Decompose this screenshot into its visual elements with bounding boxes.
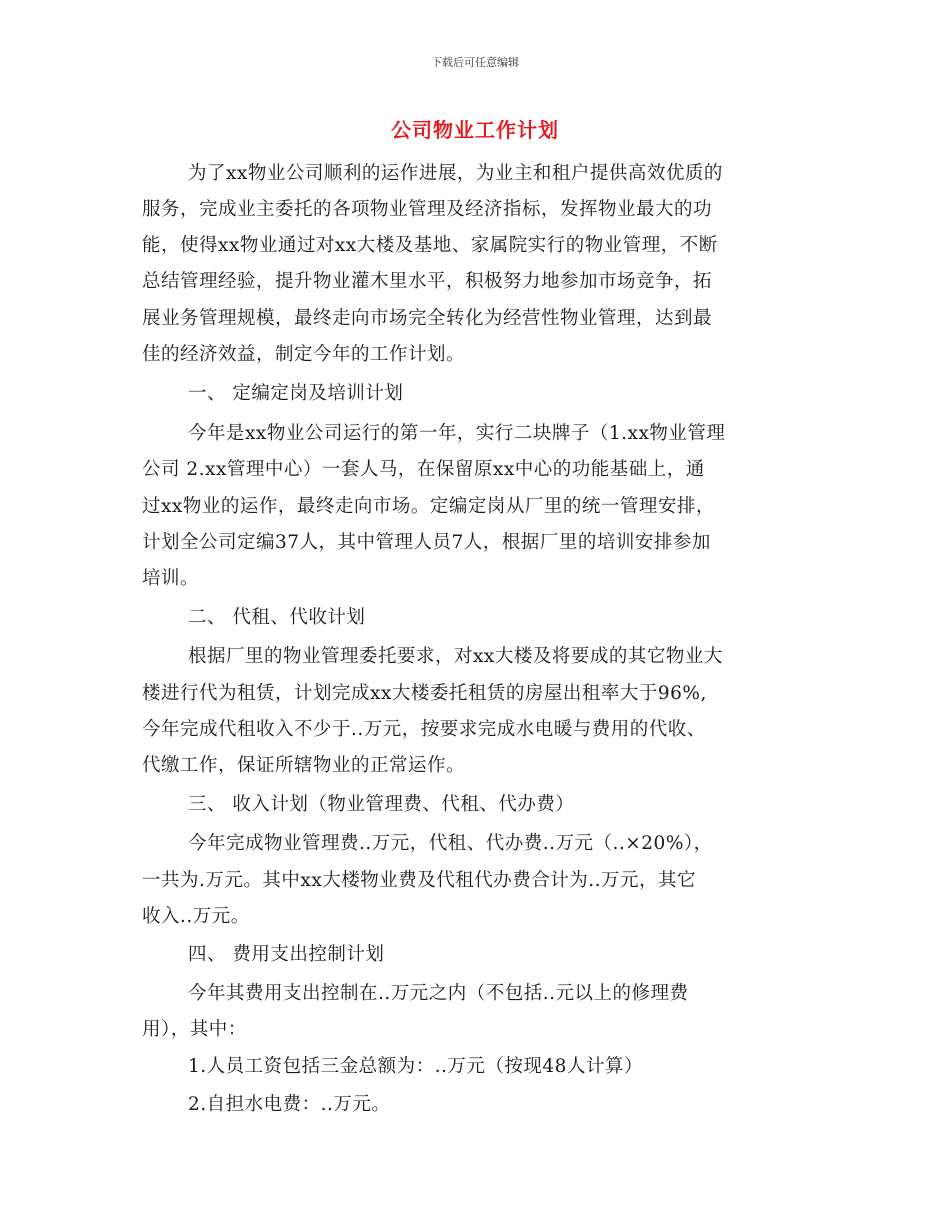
paragraph-line: 计划全公司定编37人，其中管理人员7人，根据厂里的培训安排参加 — [142, 532, 711, 553]
document-title: 公司物业工作计划 — [391, 118, 559, 142]
list-item: 1.人员工资包括三金总额为：..万元（按现48人计算） — [188, 1056, 643, 1077]
paragraph-line: 为了xx物业公司顺利的运作进展，为业主和租户提供高效优质的 — [188, 163, 723, 184]
paragraph-line: 今年其费用支出控制在..万元之内（不包括..元以上的修理费 — [188, 983, 689, 1004]
paragraph-line: 今年是xx物业公司运行的第一年，实行二块牌子（1.xx物业管理 — [188, 423, 726, 444]
paragraph-line: 培训。 — [142, 568, 200, 589]
paragraph-line: 今年完成代租收入不少于..万元，按要求完成水电暖与费用的代收、 — [142, 719, 706, 740]
paragraph-line: 总结管理经验，提升物业灌木里水平，积极努力地参加市场竞争，拓 — [142, 271, 713, 292]
paragraph-line: 用），其中： — [142, 1019, 247, 1040]
section-heading: 三、 收入计划（物业管理费、代租、代办费） — [188, 794, 575, 815]
paragraph-line: 公司 2.xx管理中心）一套人马，在保留原xx中心的功能基础上，通 — [142, 459, 705, 480]
paragraph-line: 收入..万元。 — [142, 906, 250, 927]
paragraph-line: 佳的经济效益，制定今年的工作计划。 — [142, 344, 466, 365]
section-heading: 二、 代租、代收计划 — [188, 607, 366, 628]
paragraph-line: 楼进行代为租赁，计划完成xx大楼委托租赁的房屋出租率大于96%, — [142, 683, 707, 704]
paragraph-line: 展业务管理规模，最终走向市场完全转化为经营性物业管理，达到最 — [142, 308, 713, 329]
paragraph-line: 代缴工作，保证所辖物业的正常运作。 — [142, 755, 466, 776]
paragraph-line: 过xx物业的运作，最终走向市场。定编定岗从厂里的统一管理安排， — [142, 496, 715, 517]
section-heading: 四、 费用支出控制计划 — [188, 944, 385, 965]
header-note: 下载后可任意编辑 — [431, 56, 519, 69]
paragraph-line: 一共为.万元。其中xx大楼物业费及代租代办费合计为..万元，其它 — [142, 870, 697, 891]
section-heading: 一、 定编定岗及培训计划 — [188, 383, 404, 404]
paragraph-line: 能，使得xx物业通过对xx大楼及基地、家属院实行的物业管理，不断 — [142, 235, 718, 256]
paragraph-line: 今年完成物业管理费..万元，代租、代办费..万元（..×20%）， — [188, 833, 713, 854]
paragraph-line: 服务，完成业主委托的各项物业管理及经济指标，发挥物业最大的功 — [142, 199, 713, 220]
list-item: 2.自担水电费：..万元。 — [188, 1094, 391, 1115]
paragraph-line: 根据厂里的物业管理委托要求，对xx大楼及将要成的其它物业大 — [188, 646, 723, 667]
